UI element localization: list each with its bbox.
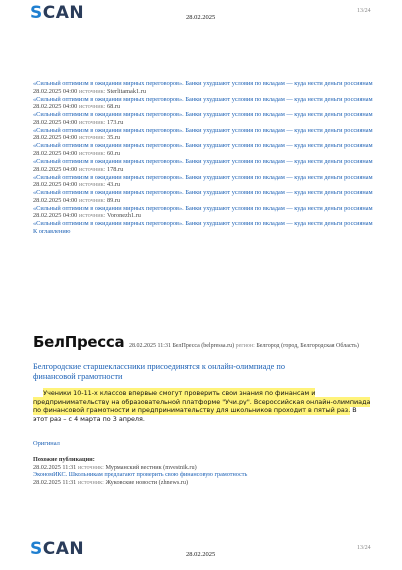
publication-title-link[interactable]: «Сильный оптимизм в ожидании мирных переговоров». Банки ухудшают условия по вкладам — куда нести деньги россиянам	[33, 80, 373, 87]
article-body	[33, 389, 373, 423]
publication-title-link[interactable]: «Сильный оптимизм в ожидании мирных переговоров». Банки ухудшают условия по вкладам — куда нести деньги россиянам	[33, 220, 373, 228]
footer-date: 28.02.2025	[186, 551, 216, 558]
similar-meta: 28.02.2025 11:31 источник: Мурманский вестник (mvestnik.ru)	[33, 463, 197, 471]
list-item	[33, 158, 373, 174]
publication-title-link[interactable]: «Сильный оптимизм в ожидании мирных переговоров». Банки ухудшают условия по вкладам — куда нести деньги россиянам	[33, 126, 373, 134]
list-item	[33, 189, 373, 205]
list-item	[33, 80, 373, 96]
publication-title-link[interactable]: «Сильный оптимизм в ожидании мирных переговоров». Банки ухудшают условия по вкладам — куда нести деньги россиянам	[33, 157, 373, 165]
publication-title-link[interactable]: «Сильный оптимизм в ожидании мирных переговоров». Банки ухудшают условия по вкладам — куда нести деньги россиянам	[33, 95, 373, 103]
list-item	[33, 96, 373, 112]
scan-logo: SCAN	[30, 3, 85, 23]
header-date: 28.02.2025	[186, 14, 216, 21]
similar-meta: 28.02.2025 11:31 источник: Жуковские новости (zhnews.ru)	[33, 478, 189, 486]
publication-title-link[interactable]: «Сильный оптимизм в ожидании мирных переговоров». Банки ухудшают условия по вкладам — куда нести деньги россиянам	[33, 204, 373, 212]
belpressa-logo: БелПресса	[33, 333, 125, 351]
list-item	[33, 111, 373, 127]
publication-list	[33, 80, 373, 235]
list-item	[33, 142, 373, 158]
source-meta: 28.02.2025 11:31 БелПресса (belpressa.ru) регион: Белгород (город, Белгородская Область)	[129, 343, 359, 349]
list-item	[33, 174, 373, 190]
publication-meta: 28.02.2025 04:00 источник: 35.ru	[33, 134, 121, 142]
original-link[interactable]: Оригинал	[33, 440, 60, 447]
publication-title-link[interactable]: «Сильный оптимизм в ожидании мирных переговоров». Банки ухудшают условия по вкладам — куда нести деньги россиянам	[33, 111, 373, 119]
scan-logo-footer: SCAN	[30, 539, 85, 559]
publication-meta: 28.02.2025 04:00 источник: 43.ru	[33, 181, 121, 189]
list-item	[33, 205, 373, 221]
publication-meta: 28.02.2025 04:00 источник: 89.ru	[33, 196, 121, 204]
publication-title-link[interactable]: «Сильный оптимизм в ожидании мирных переговоров». Банки ухудшают условия по вкладам — куда нести деньги россиянам	[33, 173, 373, 181]
publication-meta: 28.02.2025 04:00 источник: 60.ru	[33, 149, 121, 157]
page-number: 13/24	[357, 8, 371, 14]
publication-meta: 28.02.2025 04:00 источник: Voronezh1.ru	[33, 212, 141, 220]
article-title[interactable]: Белгородские старшеклассники присоединятся к онлайн-олимпиаде по финансовой грамотности	[33, 362, 285, 381]
similar-publications	[33, 456, 373, 486]
list-item	[33, 127, 373, 143]
similar-heading: Похожие публикации:	[33, 456, 95, 463]
publication-title-link[interactable]: «Сильный оптимизм в ожидании мирных переговоров». Банки ухудшают условия по вкладам — куда нести деньги россиянам	[33, 142, 373, 150]
publication-title-link[interactable]: «Сильный оптимизм в ожидании мирных переговоров». Банки ухудшают условия по вкладам — куда нести деньги россиянам	[33, 189, 373, 197]
publication-meta: 28.02.2025 04:00 источник: 68.ru	[33, 103, 121, 111]
highlighted-text: Ученики 10-11-х классов впервые смогут проверить свои знания по финансам и предпринимательству на образовательной платформе "Учи.ру". Всероссийская онлайн-олимпиада по финансовой грамотности и предпринимательству для школьников проходит в пятый раз.	[33, 389, 371, 415]
publication-meta: 28.02.2025 04:00 источник: 173.ru	[33, 118, 124, 126]
footer-page-number: 13/24	[357, 545, 371, 551]
publication-meta: 28.02.2025 04:00 источник: Sterlitamak1.ru	[33, 87, 146, 95]
table-of-contents-link[interactable]: К оглавлению	[33, 227, 71, 235]
article-body-rest: В этот раз – с 4 марта по 3 апреля.	[33, 406, 357, 423]
publication-meta: 28.02.2025 04:00 источник: 178.ru	[33, 165, 124, 173]
list-item	[33, 220, 373, 228]
similar-link[interactable]: ЭкономИКС. Школьникам предлагают проверить свою финансовую грамотность	[33, 471, 248, 479]
